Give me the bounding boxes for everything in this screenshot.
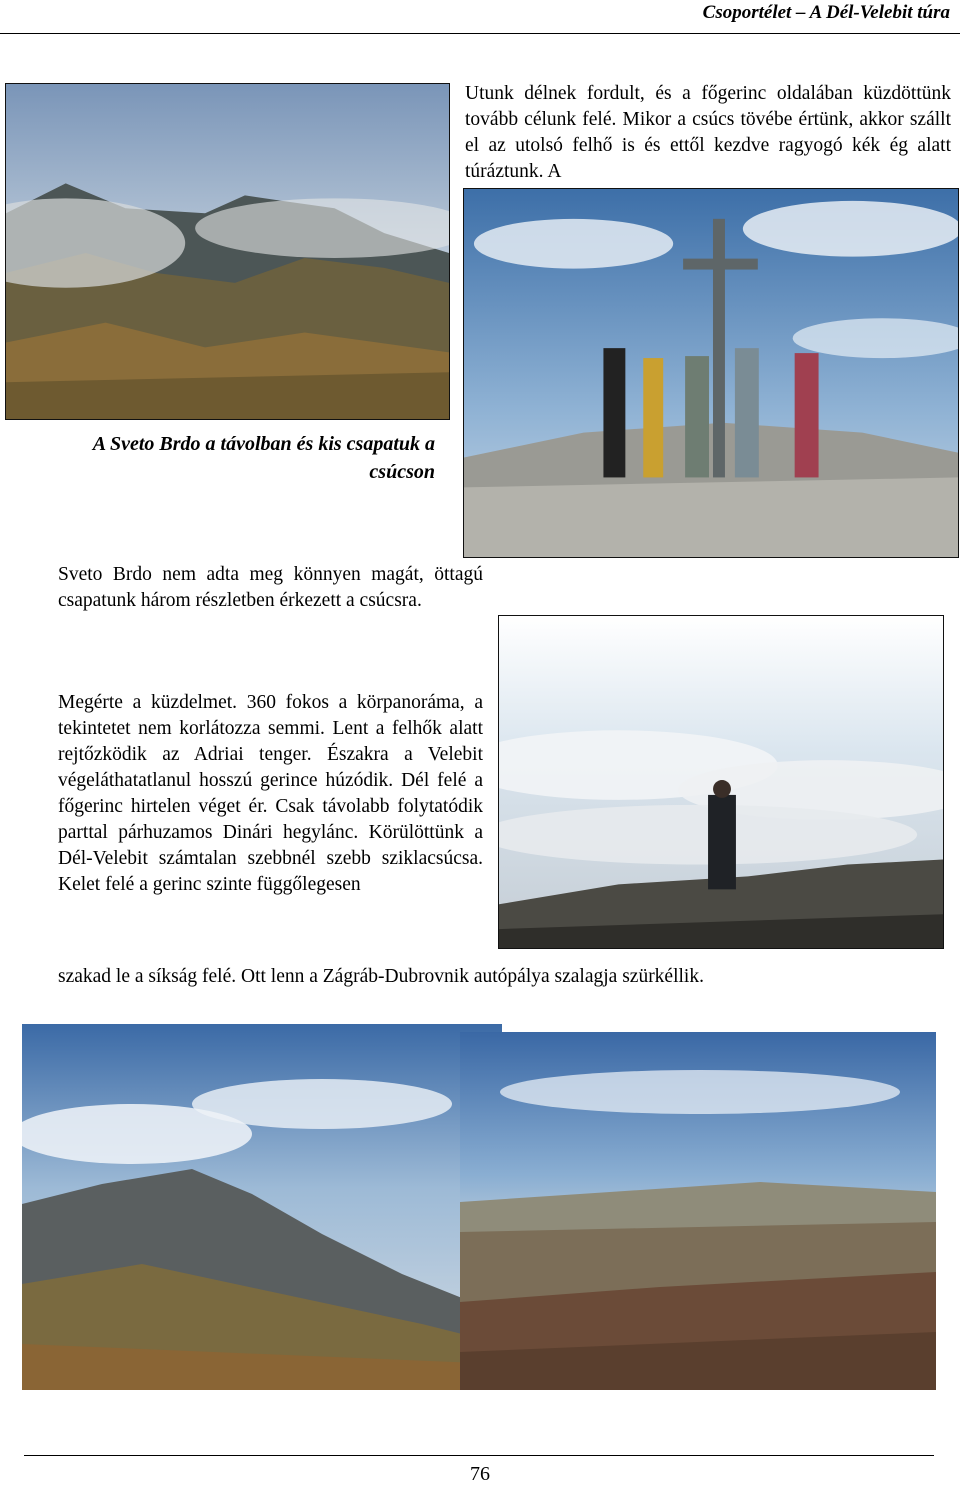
caption-line-1: A Sveto Brdo a távolban és kis csapatuk a xyxy=(92,433,435,455)
photo-summit-group xyxy=(463,188,959,558)
paragraph-summit: Sveto Brdo nem adta meg könnyen magát, öttagú csapatunk három részletben érkezett a csúcsra. xyxy=(58,564,483,611)
paragraph-panorama: Megérte a küzdelmet. 360 fokos a körpanoráma, a tekintetet nem korlátozza semmi. Lent a felhők alatt rejtőzködik az Adriai tenger. Északra a Velebit végeláthatatlanul hosszú gerince húzódik. Dél felé a főgerinc hirtelen véget ér. Csak távolabb folytatódik parttal párhuzamos Dinári hegylánc. Körülöttünk a Dél-Velebit számtalan szebbnél szebb sziklacsúcsa. Kelet felé a gerinc szinte függőlegesen xyxy=(58,692,483,895)
paragraph-panorama-last-line: szakad le a síkság felé. Ott lenn a Zágráb-Dubrovnik autópálya szalagja szürkéllik. xyxy=(58,966,704,987)
photo-mountain-clouds xyxy=(5,83,450,420)
paragraph-intro: Utunk délnek fordult, és a főgerinc oldalában küzdöttünk tovább célunk felé. Mikor a csúcs tövébe értünk, akkor szállt el az utolsó felhő is és ettől kezdve ragyogó kék ég alatt túráztunk. A xyxy=(465,83,951,182)
photo-cloud-sea xyxy=(498,615,944,949)
page-number: 76 xyxy=(470,1463,490,1485)
photo-panorama-plain xyxy=(460,1032,936,1390)
photo-panorama-ridge xyxy=(22,1024,502,1390)
header-rule xyxy=(0,33,960,34)
footer-rule xyxy=(24,1455,934,1456)
caption-line-2: csúcson xyxy=(369,461,435,483)
photo-caption xyxy=(10,430,435,486)
running-header: Csoportélet – A Dél-Velebit túra xyxy=(702,2,950,23)
